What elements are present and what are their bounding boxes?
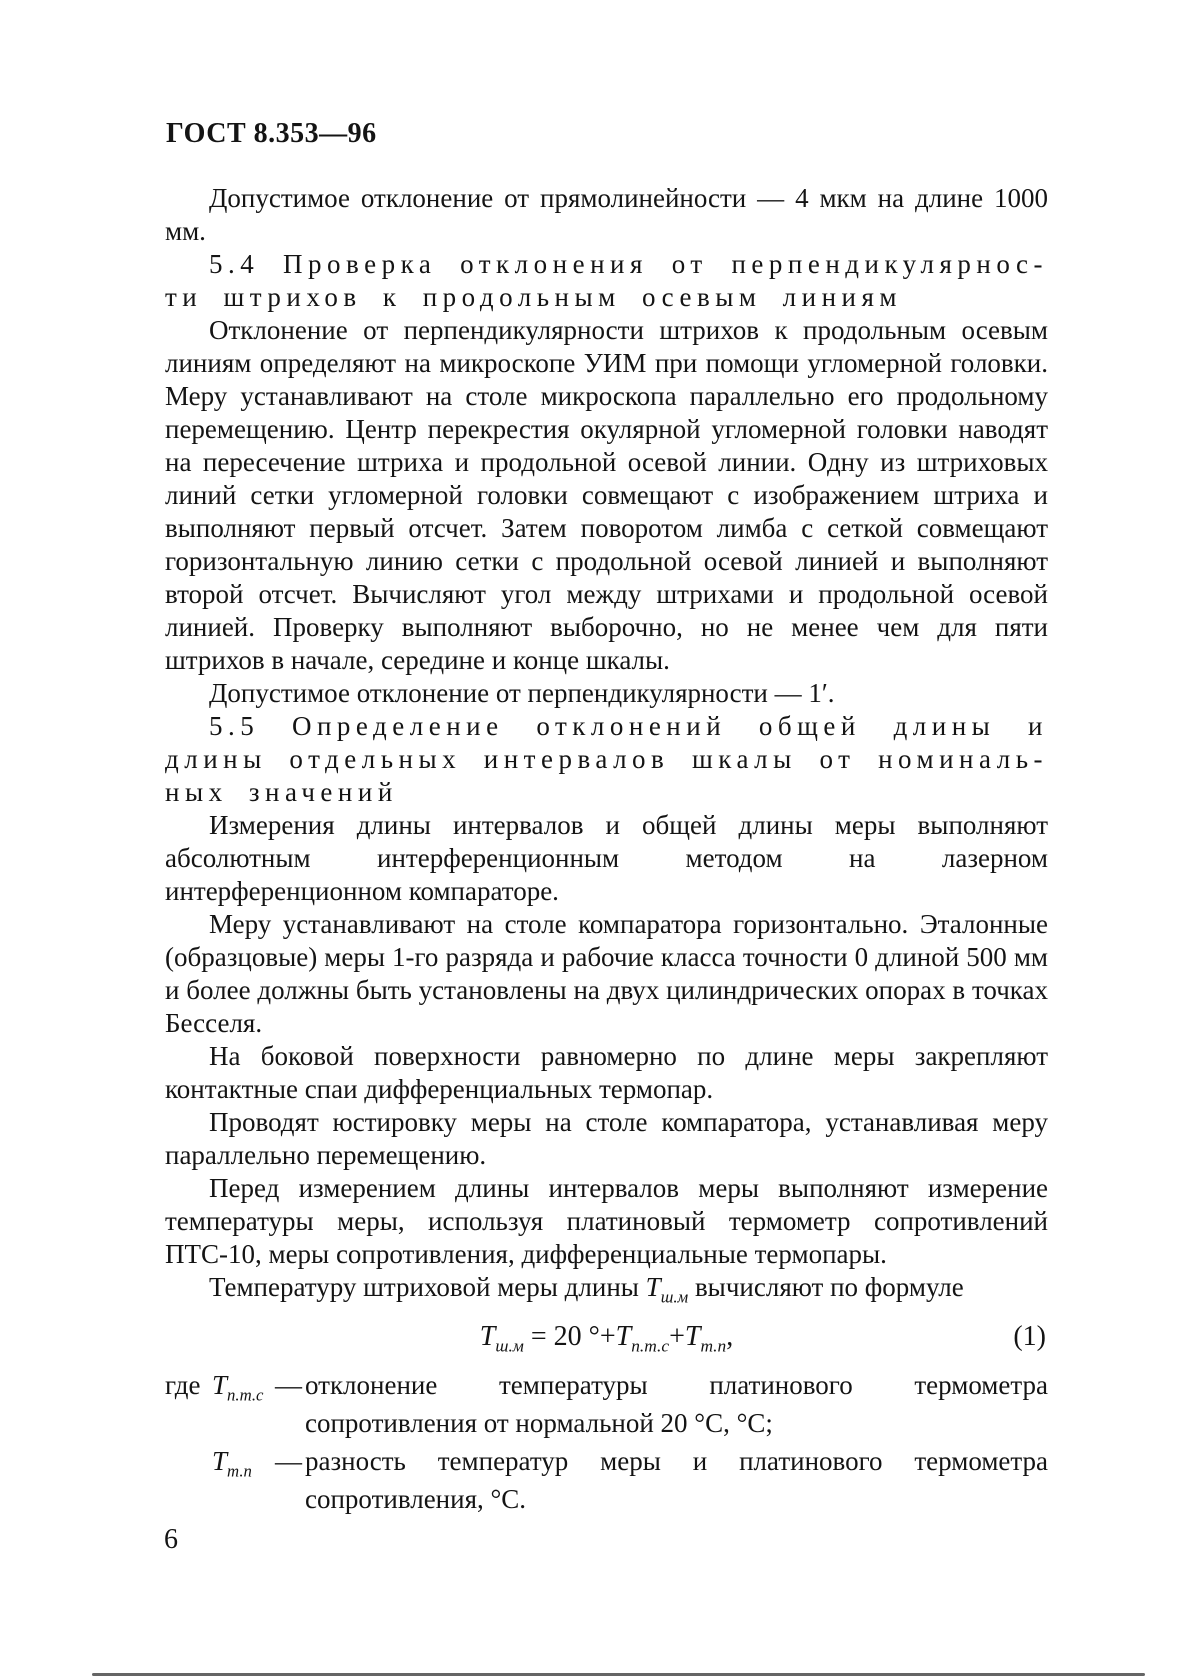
paragraph-straightness-tolerance: Допустимое отклонение от прямолинейности — 4 мкм на длине 1000 мм. xyxy=(165,183,1048,246)
where-item-pts xyxy=(165,1366,1048,1442)
where-label: где xyxy=(165,1370,201,1400)
paragraph-thermocouples: На боковой поверхности равномерно по длине меры закрепляют контактные спаи дифференциальных термопар. xyxy=(165,1041,1048,1104)
heading-line: 5.5 Определение отклонений общей длины и xyxy=(209,711,1048,741)
formula-where-block xyxy=(165,1366,1048,1518)
variable-T-tp: $T_{т.п}$ xyxy=(684,1321,727,1356)
variable-T-tp: $T_{т.п}$ xyxy=(212,1446,252,1481)
variable-T-shm: $T_{ш.м}$ xyxy=(645,1272,689,1307)
equation-comma: , xyxy=(726,1321,734,1352)
variable-T-pts: $T_{п.т.с}$ xyxy=(212,1370,264,1405)
paragraph-comparator-setup: Меру устанавливают на столе компаратора горизонтально. Эталонные (образцовые) меры 1-го разряда и рабочие класса точности 0 длиной 500 мм и более должны быть установлены на двух цилиндрических опорах в точках Бесселя. xyxy=(165,909,1048,1038)
where-item-tp xyxy=(165,1442,1048,1518)
where-dash: — xyxy=(275,1446,302,1476)
document-body xyxy=(165,182,1048,1518)
paragraph-perpendicularity-check: Отклонение от перпендикулярности штрихов к продольным осевым линиям определяют на микроскопе УИМ при помощи угломерной головки. Меру устанавливают на столе микроскопа параллельно его продольному перемещению. Центр перекрестия окулярной угломерной головки наводят на пересечение штриха и продольной осевой линии. Одну из штриховых линий сетки угломерной головки совмещают с изображением штриха и выполняют первый отсчет. Затем поворотом лимба с сеткой совмещают горизонтальную линию сетки с продольной осевой линией и выполняют второй отсчет. Вычисляют угол между штрихами и продольной осевой линией. Проверку выполняют выборочно, но не менее чем для пяти штрихов в начале, середине и конце шкалы. xyxy=(165,315,1048,675)
equation-operator: + xyxy=(669,1321,685,1352)
paragraph-measurement-method: Измерения длины интервалов и общей длины меры выполняют абсолютным интерференционным методом на лазерном интерференционном компараторе. xyxy=(165,810,1048,906)
equation-1 xyxy=(165,1318,1048,1356)
paragraph-adjustment: Проводят юстировку меры на столе компаратора, устанавливая меру параллельно перемещению. xyxy=(165,1107,1048,1170)
equation-expression xyxy=(479,1321,734,1356)
paragraph-pre-measurement: Перед измерением длины интервалов меры выполняют измерение температуры меры, используя платиновый термометр сопротивлений ПТС-10, меры сопротивления, дифференциальные термопары. xyxy=(165,1173,1048,1269)
equation-operator: = 20 °+ xyxy=(523,1321,616,1352)
heading-line: длины отдельных интервалов шкалы от номиналь- xyxy=(165,744,1048,774)
scan-artifact-line xyxy=(92,1673,1145,1676)
where-definition: разность температур меры и платинового термометра сопротивления, °С. xyxy=(305,1446,1048,1514)
document-number-header: ГОСТ 8.353—96 xyxy=(166,118,377,149)
heading-line: ти штрихов к продольным осевым линиям xyxy=(165,282,902,312)
where-dash: — xyxy=(275,1370,302,1400)
equation-number: (1) xyxy=(1013,1321,1046,1352)
formula-intro-text: Температуру штриховой меры длины xyxy=(209,1272,646,1302)
where-definition: отклонение температуры платинового термометра сопротивления от нормальной 20 °С, °С; xyxy=(305,1370,1048,1438)
heading-line: ных значений xyxy=(165,777,398,807)
formula-intro-text: вычисляют по формуле xyxy=(688,1272,964,1302)
page-number: 6 xyxy=(164,1524,178,1555)
paragraph-formula-intro xyxy=(165,1271,1048,1307)
section-heading-5-5 xyxy=(165,710,1048,809)
variable-T-pts: $T_{п.т.с}$ xyxy=(615,1321,670,1356)
heading-line: 5.4 Проверка отклонения от перпендикулярнос- xyxy=(209,249,1048,279)
paragraph-perpendicularity-tolerance: Допустимое отклонение от перпендикулярности — 1′. xyxy=(209,678,835,708)
variable-T-shm: $T_{ш.м}$ xyxy=(479,1321,524,1356)
section-heading-5-4 xyxy=(165,248,1048,314)
